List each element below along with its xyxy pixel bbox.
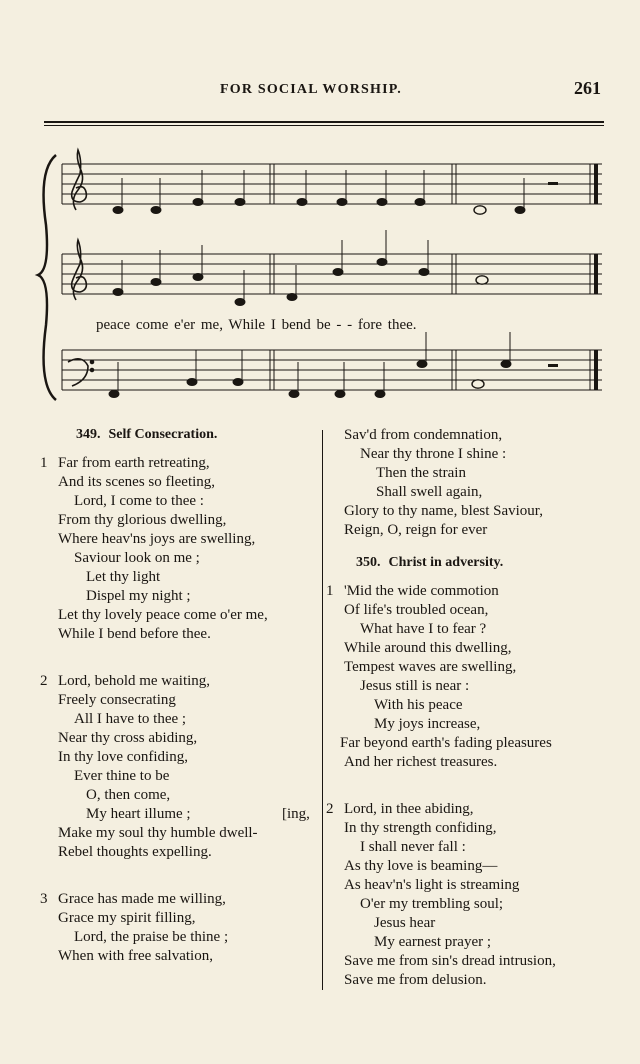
note-heads (109, 182, 559, 398)
verse-line: When with free salvation, (58, 948, 213, 964)
verse-line: Near thy throne I shine : (360, 446, 507, 462)
verse-line: In thy love confiding, (58, 749, 188, 765)
verse-line: Tempest waves are swelling, (344, 659, 517, 675)
column-divider (322, 430, 323, 990)
verse-line: Far from earth retreating, (58, 455, 210, 471)
hymn-title (330, 554, 630, 572)
left-column (40, 426, 322, 978)
stanza (40, 454, 322, 644)
verse-line: In thy strength confiding, (344, 820, 497, 836)
verse-line: Reign, O, reign for ever (344, 522, 488, 538)
verse-line: And her richest treasures. (344, 754, 498, 770)
verse-line: Save me from delusion. (344, 972, 487, 988)
verse-line: I shall never fall : (360, 839, 466, 855)
verse-line: Grace has made me willing, (58, 891, 226, 907)
music-score (0, 130, 640, 420)
stanza-number: 2 (326, 801, 334, 817)
verse-line: As heav'n's light is streaming (344, 877, 520, 893)
verse-line: O, then come, (86, 787, 171, 803)
stanza (40, 672, 322, 862)
stanza-number: 3 (40, 891, 48, 907)
stems (118, 170, 524, 392)
stanza-number: 1 (326, 583, 334, 599)
verse-line: Glory to thy name, blest Saviour, (344, 503, 543, 519)
right-column (326, 426, 630, 1002)
verse-line: Make my soul thy humble dwell- (58, 825, 258, 841)
verse-line: Let thy lovely peace come o'er me, (58, 607, 268, 623)
bar-lines (62, 164, 596, 390)
hymn-title (40, 426, 322, 444)
stanza (40, 890, 322, 966)
verse-line: Lord, the praise be thine ; (74, 929, 229, 945)
verse-line: Shall swell again, (376, 484, 483, 500)
stanza-number: 2 (40, 673, 48, 689)
verse-line: Of life's troubled ocean, (344, 602, 489, 618)
verse-line: All I have to thee ; (74, 711, 187, 727)
verse-line: What have I to fear ? (360, 621, 487, 637)
page-header (0, 78, 640, 108)
verse-line: From thy glorious dwelling, (58, 512, 227, 528)
verse-line: Grace my spirit filling, (58, 910, 196, 926)
verse-line: With his peace (374, 697, 463, 713)
verse-line: While I bend before thee. (58, 626, 211, 642)
verse-line: Let thy light (86, 569, 161, 585)
staff-1-lines (62, 164, 602, 204)
verse-line-text: My heart illume ; (86, 806, 191, 822)
hyphen-carry: [ing, (282, 806, 310, 822)
verse-line: 'Mid the wide commotion (344, 583, 499, 599)
verse-line: Dispel my night ; (86, 588, 191, 604)
verse-line: Jesus still is near : (360, 678, 470, 694)
verse-line: Lord, behold me waiting, (58, 673, 211, 689)
stanza (326, 582, 630, 772)
verse-line (40, 805, 322, 824)
verse-line: Lord, I come to thee : (74, 493, 204, 509)
hymn-349-continuation (330, 426, 630, 540)
verse-line: As thy love is beaming— (344, 858, 498, 874)
verse-line: Rebel thoughts expelling. (58, 844, 212, 860)
music-underlay: peace come e'er me, While I bend be - - fore thee. (96, 317, 417, 333)
verse-line: O'er my trembling soul; (360, 896, 504, 912)
verse-line: Jesus hear (374, 915, 436, 931)
verse-line: Ever thine to be (74, 768, 170, 784)
verse-line: While around this dwelling, (344, 640, 512, 656)
verse-line: Far beyond earth's fading pleasures (340, 735, 552, 751)
hymn-number: 349. (76, 427, 101, 442)
system-brace (38, 155, 56, 400)
hymn-title-text: Christ in adversity. (388, 555, 504, 570)
verse-line: Sav'd from condemnation, (344, 427, 503, 443)
running-title: FOR SOCIAL WORSHIP. (220, 82, 402, 97)
verse-line: Saviour look on me ; (74, 550, 200, 566)
verse-line: And its scenes so fleeting, (58, 474, 216, 490)
verse-line: Lord, in thee abiding, (344, 801, 474, 817)
stanza (326, 800, 630, 990)
verse-line: Save me from sin's dread intrusion, (344, 953, 556, 969)
verse-line: Where heav'ns joys are swelling, (58, 531, 256, 547)
staff-3-lines (62, 350, 602, 390)
verse-line: Freely consecrating (58, 692, 176, 708)
verse-line: Near thy cross abiding, (58, 730, 198, 746)
stanza-number: 1 (40, 455, 48, 471)
page-number: 261 (574, 78, 601, 98)
verse-line: My earnest prayer ; (374, 934, 492, 950)
staff-2-lines (62, 254, 602, 294)
hymn-number: 350. (356, 555, 381, 570)
hymn-title-text: Self Consecration. (108, 427, 218, 442)
header-rule (44, 121, 604, 126)
verse-line: Then the strain (376, 465, 466, 481)
verse-line: My joys increase, (374, 716, 481, 732)
clefs (68, 150, 94, 386)
